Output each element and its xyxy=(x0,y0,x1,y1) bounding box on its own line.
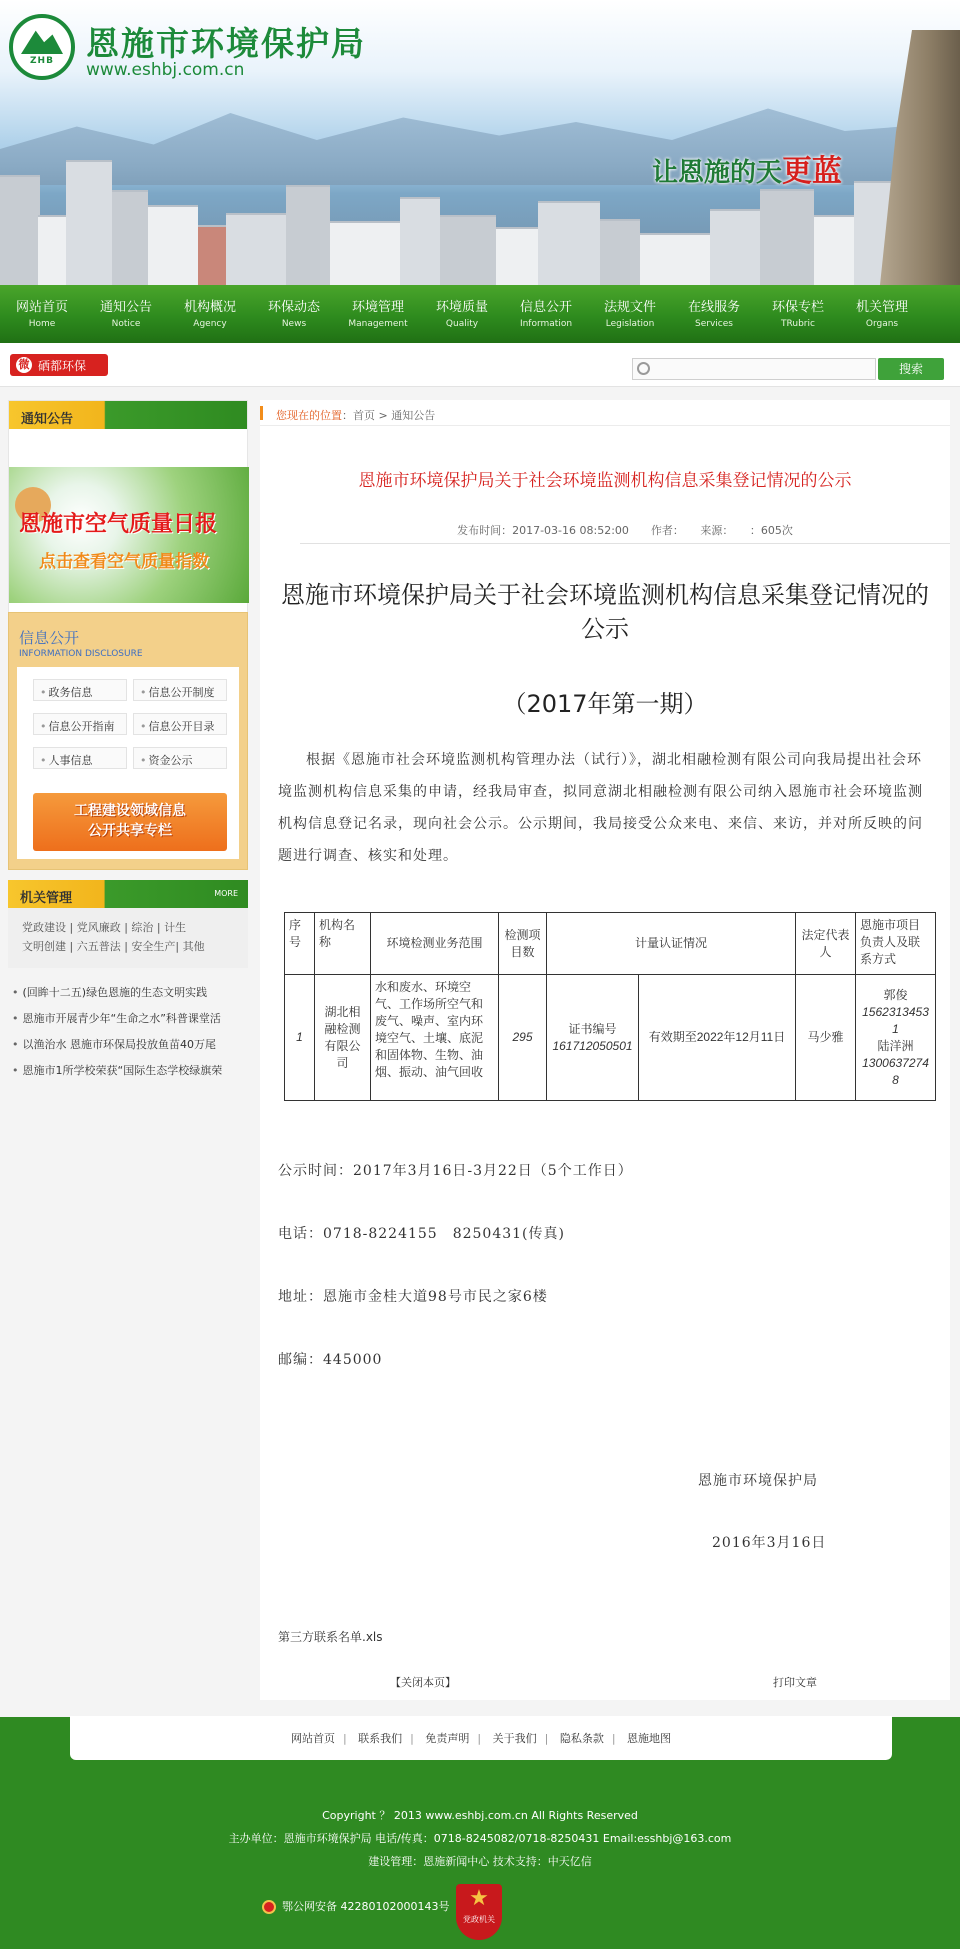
org-title[interactable]: 机关管理 xyxy=(20,891,73,906)
attachment-link[interactable]: 第三方联系名单.xls xyxy=(278,1630,383,1644)
postcode-line: 邮编：445000 xyxy=(278,1352,383,1368)
air-quality-title: 恩施市空气质量日报 xyxy=(19,512,218,537)
search-icon xyxy=(637,362,650,375)
main-nav xyxy=(0,285,960,343)
notice-title[interactable]: 通知公告 xyxy=(21,412,74,427)
breadcrumb: 您现在的位置：首页 > 通知公告 xyxy=(260,400,950,426)
site-title[interactable]: 恩施市环境保护局 xyxy=(86,24,366,63)
info-link-personnel[interactable]: • 人事信息 xyxy=(33,747,127,769)
nav-information[interactable]: 信息公开 Information xyxy=(519,300,573,329)
info-title: 信息公开 xyxy=(19,629,80,647)
address-line: 地址：恩施市金桂大道98号市民之家6楼 xyxy=(278,1289,548,1305)
phone-line: 电话：0718-8224155 8250431(传真) xyxy=(278,1226,565,1242)
search-input[interactable] xyxy=(655,361,870,377)
info-link-policy[interactable]: • 信息公开制度 xyxy=(133,679,227,701)
sign-date: 2016年3月16日 xyxy=(712,1535,827,1551)
search-box xyxy=(632,358,876,380)
footer-links: 网站首页 | 联系我们 | 免责声明 | 关于我们 | 隐私条款 | 恩施地图 xyxy=(70,1716,892,1760)
table-row: 1 湖北相融检测有限公司 水和废水、环境空气、工作场所空气和废气、噪声、室内环境空气、土壤、底泥和固体物、生物、油烟、振动、油气回收 295 证书编号 161712050501 有效期至2022年12月11日 马少雅 郭俊 15623134531 陆洋洲 13006372748 xyxy=(285,975,936,1101)
host-info: 主办单位：恩施市环境保护局 电话/传真：0718-8245082/0718-8250431 Email:esshbj@163.com xyxy=(228,1832,732,1845)
close-page-link[interactable]: 【关闭本页】 xyxy=(390,1676,456,1689)
info-link-gov[interactable]: • 政务信息 xyxy=(33,679,127,701)
nav-agency[interactable]: 机构概况 Agency xyxy=(183,300,236,329)
nav-management[interactable]: 环境管理 Management xyxy=(348,300,408,329)
nav-news[interactable]: 环保动态 News xyxy=(267,300,320,329)
article-meta: 发布时间：2017-03-16 08:52:00 作者： 来源： ：605次 xyxy=(300,510,950,544)
star-icon: ★ xyxy=(469,1886,489,1911)
party-gov-badge[interactable]: ★ 党政机关 xyxy=(456,1884,502,1940)
footer-link-disclaimer[interactable]: 免责声明 xyxy=(425,1732,470,1745)
info-link-guide[interactable]: • 信息公开指南 xyxy=(33,713,127,735)
more-link[interactable]: MORE xyxy=(214,889,238,898)
sign-org: 恩施市环境保护局 xyxy=(698,1473,818,1489)
nav-legislation[interactable]: 法规文件 Legislation xyxy=(603,300,656,329)
registration-table xyxy=(284,912,936,1101)
police-badge-icon xyxy=(262,1900,276,1914)
air-quality-banner[interactable] xyxy=(9,467,249,603)
list-item[interactable]: • (回眸十二五)绿色恩施的生态文明实践 xyxy=(12,986,208,999)
site-url[interactable]: www.eshbj.com.cn xyxy=(86,60,245,80)
footer-link-privacy[interactable]: 隐私条款 xyxy=(559,1732,604,1745)
nav-quality[interactable]: 环境质量 Quality xyxy=(435,300,488,329)
nav-notice[interactable]: 通知公告 Notice xyxy=(99,300,152,329)
table-header-row: 序号 机构名称 环境检测业务范围 检测项目数 计量认证情况 法定代表人 恩施市项目负责人及联系方式 xyxy=(285,913,936,975)
air-quality-subtitle: 点击查看空气质量指数 xyxy=(39,552,209,572)
nav-home[interactable]: 网站首页 Home xyxy=(15,300,68,329)
project-info-button[interactable]: 工程建设领域信息 公开共享专栏 xyxy=(33,793,227,851)
info-link-funds[interactable]: • 资金公示 xyxy=(133,747,227,769)
weibo-button[interactable]: 微 硒都环保 xyxy=(10,354,108,376)
list-item[interactable]: • 恩施市1所学校荣获“国际生态学校绿旗荣 xyxy=(12,1064,223,1077)
article-panel xyxy=(260,400,950,1700)
zhb-logo[interactable]: ZHB xyxy=(9,14,75,80)
org-category-links[interactable]: 党政建设 | 党风廉政 | 综治 | 计生 文明创建 | 六五普法 | 安全生产| 其他 xyxy=(8,908,248,968)
police-record[interactable]: 鄂公网安备 42280102000143号 xyxy=(262,1898,449,1914)
doc-heading: 恩施市环境保护局关于社会环境监测机构信息采集登记情况的公示 xyxy=(281,581,929,643)
info-title-en: INFORMATION DISCLOSURE xyxy=(19,649,143,659)
nav-services[interactable]: 在线服务 Services xyxy=(687,300,740,329)
info-disclosure-panel xyxy=(8,612,248,870)
footer-link-map[interactable]: 恩施地图 xyxy=(627,1732,672,1745)
doc-subheading: （2017年第一期） xyxy=(502,690,708,718)
slogan: 让恩施的天更蓝 xyxy=(652,154,843,189)
org-management-panel xyxy=(8,880,248,1080)
list-item[interactable]: • 恩施市开展青少年“生命之水”科普课堂活 xyxy=(12,1012,221,1025)
builder-info: 建设管理：恩施新闻中心 技术支持：中天亿信 xyxy=(368,1855,592,1868)
weibo-icon: 微 xyxy=(16,357,32,373)
nav-trubric[interactable]: 环保专栏 TRubric xyxy=(771,300,824,329)
info-link-catalog[interactable]: • 信息公开目录 xyxy=(133,713,227,735)
search-button[interactable]: 搜索 xyxy=(878,358,944,380)
footer-link-home[interactable]: 网站首页 xyxy=(290,1732,335,1745)
footer-link-about[interactable]: 关于我们 xyxy=(492,1732,537,1745)
print-article-link[interactable]: 打印文章 xyxy=(773,1676,817,1689)
org-news-list xyxy=(12,980,248,1084)
nav-organs[interactable]: 机关管理 Organs xyxy=(855,300,908,329)
list-item[interactable]: • 以渔治水 恩施市环保局投放鱼苗40万尾 xyxy=(12,1038,216,1051)
doc-paragraph: 根据《恩施市社会环境监测机构管理办法（试行）》，湖北相融检测有限公司向我局提出社会环境监测机构信息采集的申请，经我局审查，拟同意湖北相融检测有限公司纳入恩施市社会环境监测机构信息登记名录，现向社会公示。公示期间，我局接受公众来电、来信、来访，并对所反映的问题进行调查、核实和处理。 xyxy=(278,752,923,864)
header-banner xyxy=(0,0,960,285)
org-header xyxy=(8,880,248,908)
copyright: Copyright ？ 2013 www.eshbj.com.cn All Rights Reserved xyxy=(322,1809,638,1822)
publicity-period: 公示时间：2017年3月16日-3月22日（5个工作日） xyxy=(278,1163,633,1179)
footer-link-contact[interactable]: 联系我们 xyxy=(358,1732,403,1745)
toolbar xyxy=(0,343,960,387)
notice-header xyxy=(9,401,247,429)
article-title: 恩施市环境保护局关于社会环境监测机构信息采集登记情况的公示 xyxy=(358,471,852,491)
